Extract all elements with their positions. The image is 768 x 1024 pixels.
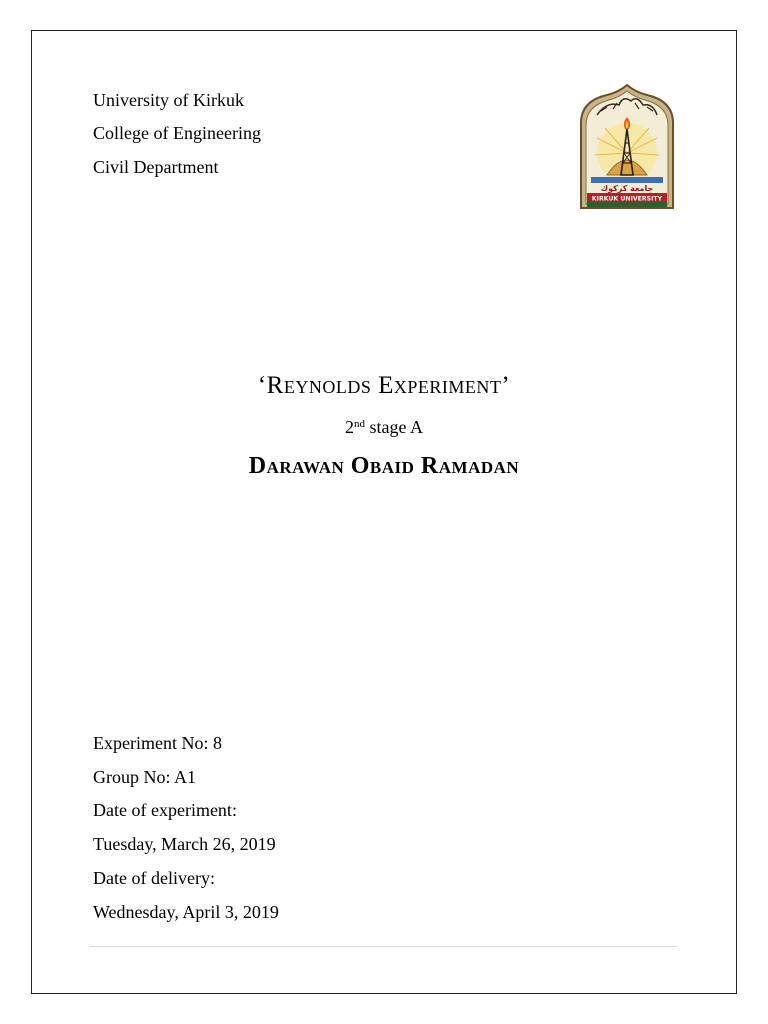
group-number: Group No: A1 xyxy=(93,767,196,787)
date-experiment-value: Tuesday, March 26, 2019 xyxy=(93,834,276,854)
stage-text: stage A xyxy=(365,417,423,437)
author-name: Darawan Obaid Ramadan xyxy=(248,453,520,479)
kirkuk-university-emblem-icon xyxy=(577,83,677,211)
logo-arabic-text: جامعة كركوك xyxy=(600,184,654,193)
logo-english-text: KIRKUK UNIVERSITY xyxy=(591,195,663,203)
date-experiment-label: Date of experiment: xyxy=(93,800,237,820)
footer-divider xyxy=(90,946,677,947)
stage-suffix: nd xyxy=(354,418,365,430)
university-name: University of Kirkuk xyxy=(93,90,244,110)
stage-label xyxy=(0,417,768,438)
report-title: ‘Reynolds Experiment’ xyxy=(257,372,511,399)
college-name: College of Engineering xyxy=(93,123,261,143)
date-delivery-label: Date of delivery: xyxy=(93,868,215,888)
date-delivery-value: Wednesday, April 3, 2019 xyxy=(93,902,279,922)
stage-number: 2 xyxy=(345,417,354,437)
department-name: Civil Department xyxy=(93,157,219,177)
experiment-number: Experiment No: 8 xyxy=(93,733,222,753)
